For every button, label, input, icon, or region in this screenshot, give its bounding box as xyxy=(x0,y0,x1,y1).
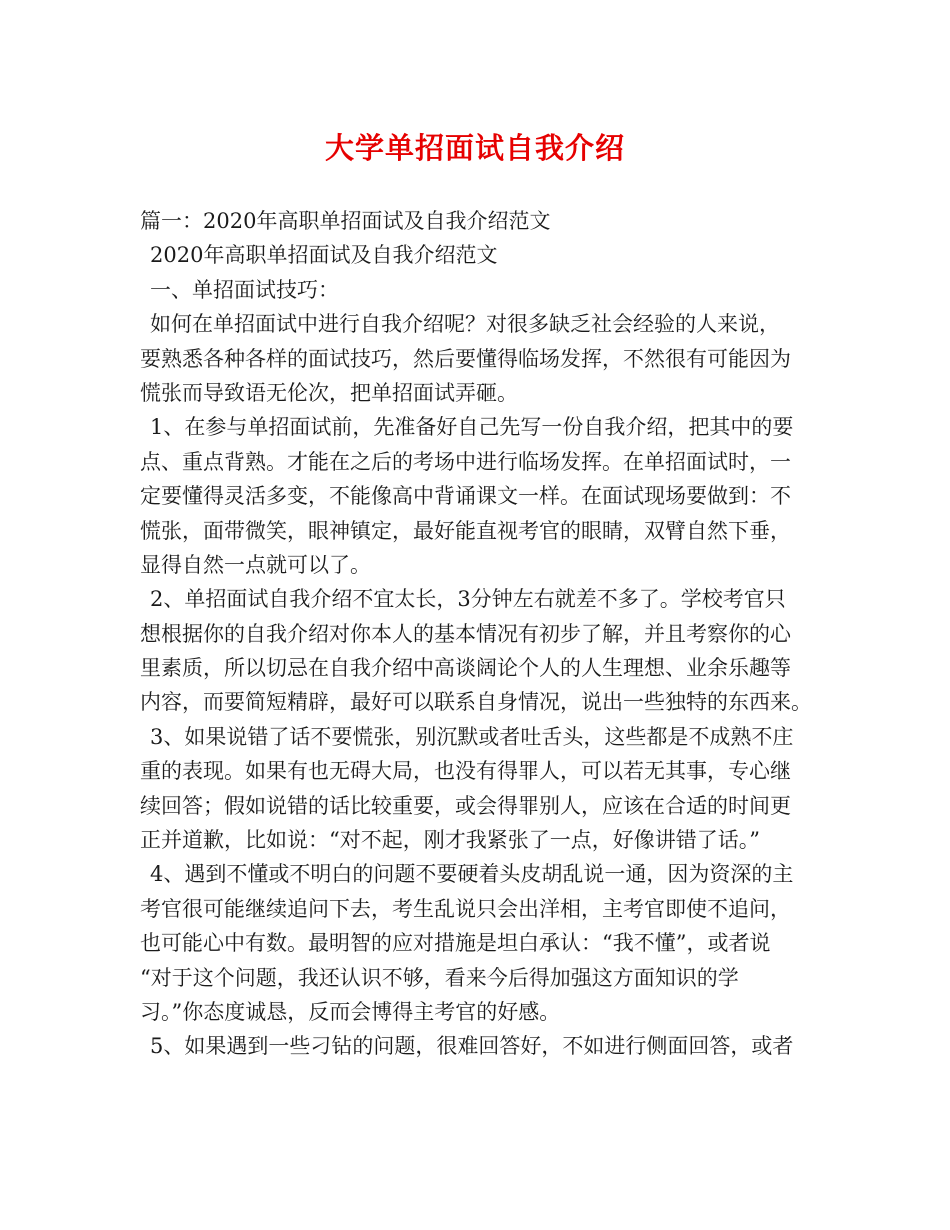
paragraph-line: 慌张，面带微笑，眼神镇定，最好能直视考官的眼睛，双臂自然下垂， xyxy=(140,518,791,543)
paragraph-line: 正并道歉，比如说：“对不起，刚才我紧张了一点，好像讲错了话。” xyxy=(140,828,760,853)
paragraph-line: 显得自然一点就可以了。 xyxy=(140,552,371,577)
paragraph-line: 4、遇到不懂或不明白的问题不要硬着头皮胡乱说一通，因为资深的主 xyxy=(150,862,794,887)
paragraph-line: 续回答；假如说错的话比较重要，或会得罪别人，应该在合适的时间更 xyxy=(140,793,791,818)
paragraph-line: 里素质，所以切忌在自我介绍中高谈阔论个人的人生理想、业余乐趣等 xyxy=(140,656,791,681)
paragraph-line: 2、单招面试自我介绍不宜太长，3分钟左右就差不多了。学校考官只 xyxy=(150,587,786,612)
paragraph-line: 篇一：2020年高职单招面试及自我介绍范文 xyxy=(140,209,551,233)
paragraph-line: 想根据你的自我介绍对你本人的基本情况有初步了解，并且考察你的心 xyxy=(140,621,791,646)
paragraph-line: 2020年高职单招面试及自我介绍范文 xyxy=(150,243,498,268)
paragraph-line: 5、如果遇到一些刁钻的问题，很难回答好，不如进行侧面回答，或者 xyxy=(150,1034,794,1059)
paragraph-line: 点、重点背熟。才能在之后的考场中进行临场发挥。在单招面试时，一 xyxy=(140,449,791,474)
paragraph-line: 考官很可能继续追问下去，考生乱说只会出洋相，主考官即使不追问， xyxy=(140,896,791,921)
paragraph-line: 重的表现。如果有也无碍大局，也没有得罪人，可以若无其事，专心继 xyxy=(140,759,791,784)
document-title: 大学单招面试自我介绍 xyxy=(324,131,625,165)
paragraph-line: “对于这个问题，我还认识不够，看来今后得加强这方面知识的学 xyxy=(140,965,739,990)
paragraph-line: 如何在单招面试中进行自我介绍呢？对很多缺乏社会经验的人来说， xyxy=(150,312,780,337)
paragraph-line: 一、单招面试技巧： xyxy=(150,277,339,302)
paragraph-line: 习。”你态度诚恳，反而会博得主考官的好感。 xyxy=(140,999,561,1024)
paragraph-line: 3、如果说错了话不要慌张，别沉默或者吐舌头，这些都是不成熟不庄 xyxy=(150,724,794,749)
paragraph-line: 要熟悉各种各样的面试技巧，然后要懂得临场发挥，不然很有可能因为 xyxy=(140,346,791,371)
paragraph-line: 定要懂得灵活多变，不能像高中背诵课文一样。在面试现场要做到：不 xyxy=(140,484,791,509)
paragraph-line: 也可能心中有数。最明智的应对措施是坦白承认：“我不懂”，或者说 xyxy=(140,931,771,956)
document-body xyxy=(140,204,820,1064)
paragraph-line: 内容，而要简短精辟，最好可以联系自身情况，说出一些独特的东西来。 xyxy=(140,690,812,715)
paragraph-line: 慌张而导致语无伦次，把单招面试弄砸。 xyxy=(140,380,518,405)
paragraph-line: 1、在参与单招面试前，先准备好自己先写一份自我介绍，把其中的要 xyxy=(150,415,794,440)
